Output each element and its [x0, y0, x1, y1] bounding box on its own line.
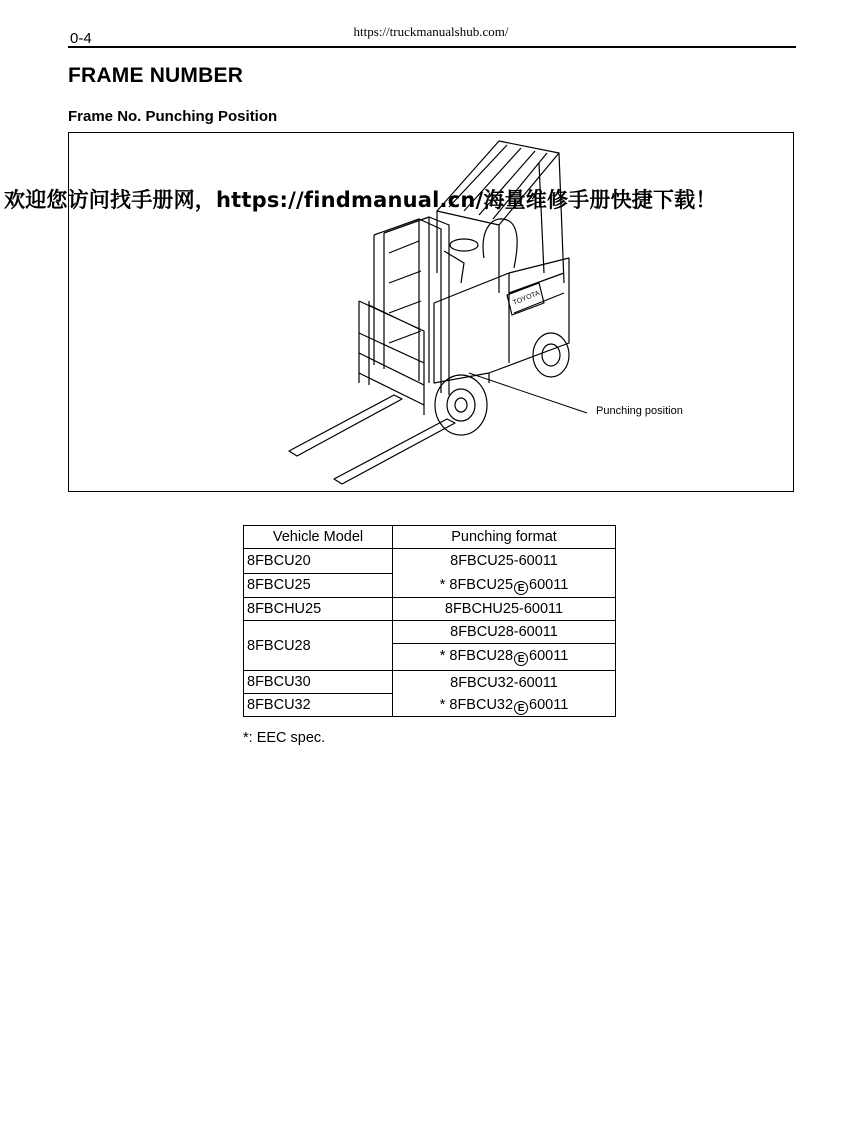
page-number: 0-4 — [70, 30, 92, 47]
header-vehicle-model: Vehicle Model — [244, 526, 393, 549]
punching-format-table — [243, 525, 616, 717]
right-fork — [334, 419, 455, 484]
format-line-eec: * 8FBCU25 E 60011 — [439, 577, 569, 594]
model-cell: 8FBCU20 — [244, 549, 393, 574]
table-row — [244, 671, 616, 694]
format-cell — [393, 671, 616, 717]
punching-position-label: Punching position — [596, 405, 683, 417]
format-cell: 8FBCHU25-60011 — [393, 598, 616, 621]
model-cell: 8FBCU30 — [244, 671, 393, 694]
table-row — [244, 549, 616, 574]
steering-column — [444, 251, 464, 283]
header-rule — [68, 46, 796, 48]
format-cell-eec: * 8FBCU28 E 60011 — [393, 644, 616, 671]
watermark-banner: 欢迎您访问找手册网，https://findmanual.cn/海量维修手册快捷下载！ — [4, 188, 717, 212]
model-cell: 8FBCU25 — [244, 573, 393, 598]
left-fork — [289, 395, 402, 456]
front-wheel — [435, 375, 487, 435]
eec-mark-icon: E — [514, 701, 528, 715]
format-line-eec: * 8FBCU32 E 60011 — [439, 696, 569, 714]
section-title: FRAME NUMBER — [68, 64, 244, 87]
format-line: 8FBCU32-60011 — [450, 674, 558, 691]
table-header-row — [244, 526, 616, 549]
model-cell: 8FBCHU25 — [244, 598, 393, 621]
eec-mark-icon: E — [514, 581, 528, 595]
subsection-title: Frame No. Punching Position — [68, 108, 278, 125]
table-row — [244, 621, 616, 644]
format-cell — [393, 549, 616, 598]
format-line: 8FBCU25-60011 — [450, 553, 558, 569]
seat — [483, 219, 517, 268]
model-cell: 8FBCU28 — [244, 621, 393, 671]
model-cell: 8FBCU32 — [244, 694, 393, 717]
format-cell: 8FBCU28-60011 — [393, 621, 616, 644]
truck-body — [434, 258, 569, 383]
brand-mark: TOYOTA — [512, 289, 541, 307]
table-row — [244, 598, 616, 621]
eec-mark-icon: E — [514, 652, 528, 666]
footnote: *: EEC spec. — [243, 730, 326, 746]
steering-wheel — [450, 239, 478, 251]
mast — [374, 217, 429, 383]
site-url[interactable]: https://truckmanualshub.com/ — [353, 24, 509, 39]
header-punching-format: Punching format — [393, 526, 616, 549]
